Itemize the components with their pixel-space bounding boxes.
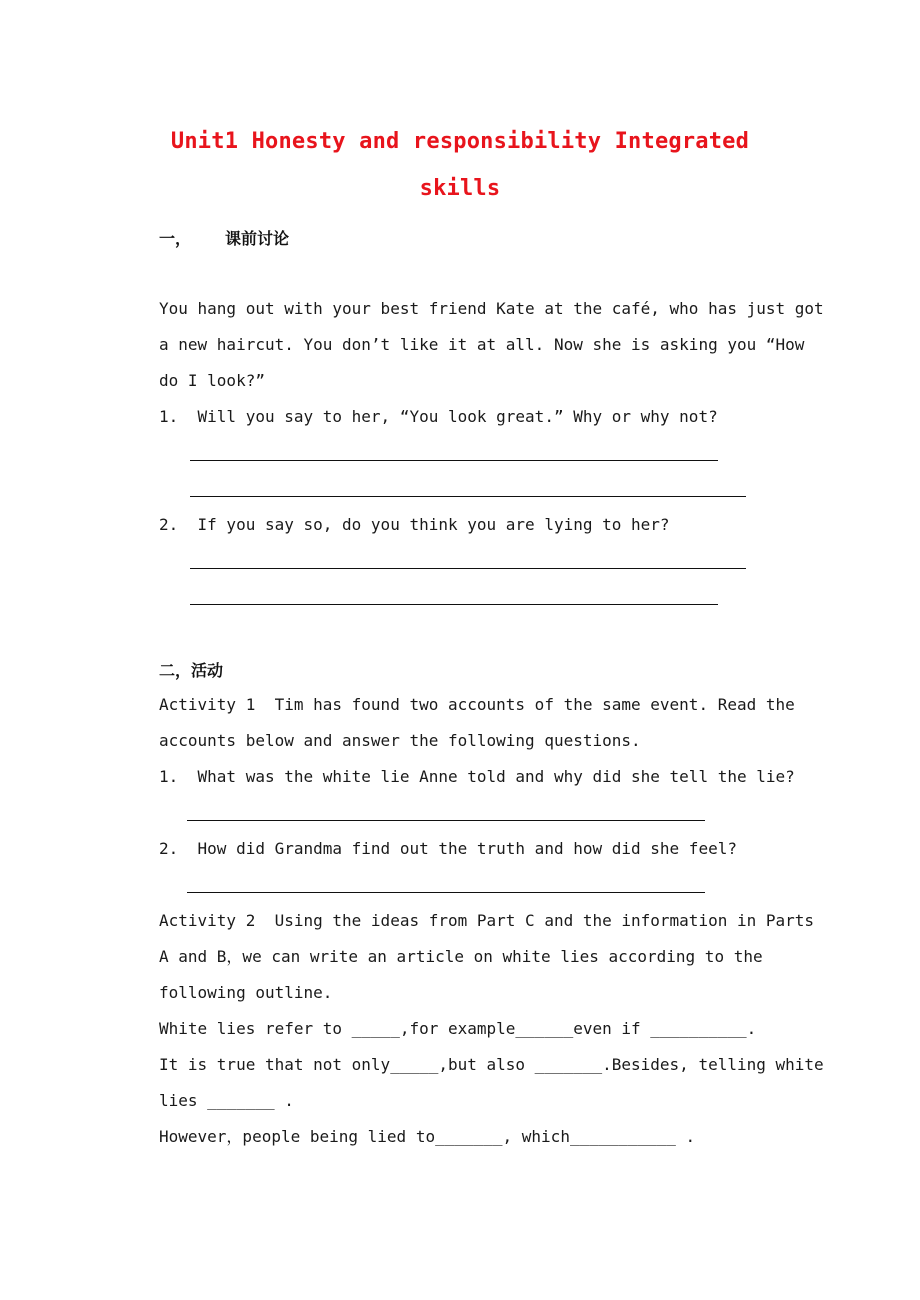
outline-line-3: lies _______ .: [159, 1091, 294, 1110]
activity1-line-2: accounts below and answer the following questions.: [159, 731, 641, 750]
activity2-line-2: A and B，we can write an article on white lies according to the: [159, 947, 763, 966]
activity2-line-1: Activity 2 Using the ideas from Part C and the information in Parts: [159, 911, 815, 930]
outline-line-1: White lies refer to _____,for example______even if __________.: [159, 1019, 757, 1038]
answer-line[interactable]: [190, 496, 746, 497]
section1-heading: [159, 226, 289, 249]
intro-line-1: You hang out with your best friend Kate at the café, who has just got: [159, 299, 824, 318]
activity2-line-3: following outline.: [159, 983, 333, 1002]
question-2: 2. If you say so, do you think you are lying to her?: [159, 515, 670, 534]
section1-title: 课前讨论: [225, 229, 290, 248]
outline-line-4: However，people being lied to_______, which___________ .: [159, 1127, 696, 1146]
answer-line[interactable]: [187, 820, 705, 821]
answer-line[interactable]: [187, 892, 705, 893]
outline-line-2: It is true that not only_____,but also _______.Besides, telling white: [159, 1055, 824, 1074]
page-title-line-1: Unit1 Honesty and responsibility Integrated: [170, 129, 750, 154]
page-title-line-2: skills: [419, 176, 501, 201]
activity1-question-2: 2. How did Grandma find out the truth and how did she feel?: [159, 839, 737, 858]
answer-line[interactable]: [190, 604, 718, 605]
answer-line[interactable]: [190, 568, 746, 569]
activity1-question-1: 1. What was the white lie Anne told and why did she tell the lie?: [159, 767, 795, 786]
activity1-line-1: Activity 1 Tim has found two accounts of the same event. Read the: [159, 695, 795, 714]
intro-line-2: a new haircut. You don’t like it at all. Now she is asking you “How: [159, 335, 805, 354]
intro-line-3: do I look?”: [159, 371, 265, 390]
section1-number: 一，: [159, 229, 192, 248]
question-1: 1. Will you say to her, “You look great.” Why or why not?: [159, 407, 718, 426]
section2-heading: 二，活动: [159, 661, 224, 680]
answer-line[interactable]: [190, 460, 718, 461]
